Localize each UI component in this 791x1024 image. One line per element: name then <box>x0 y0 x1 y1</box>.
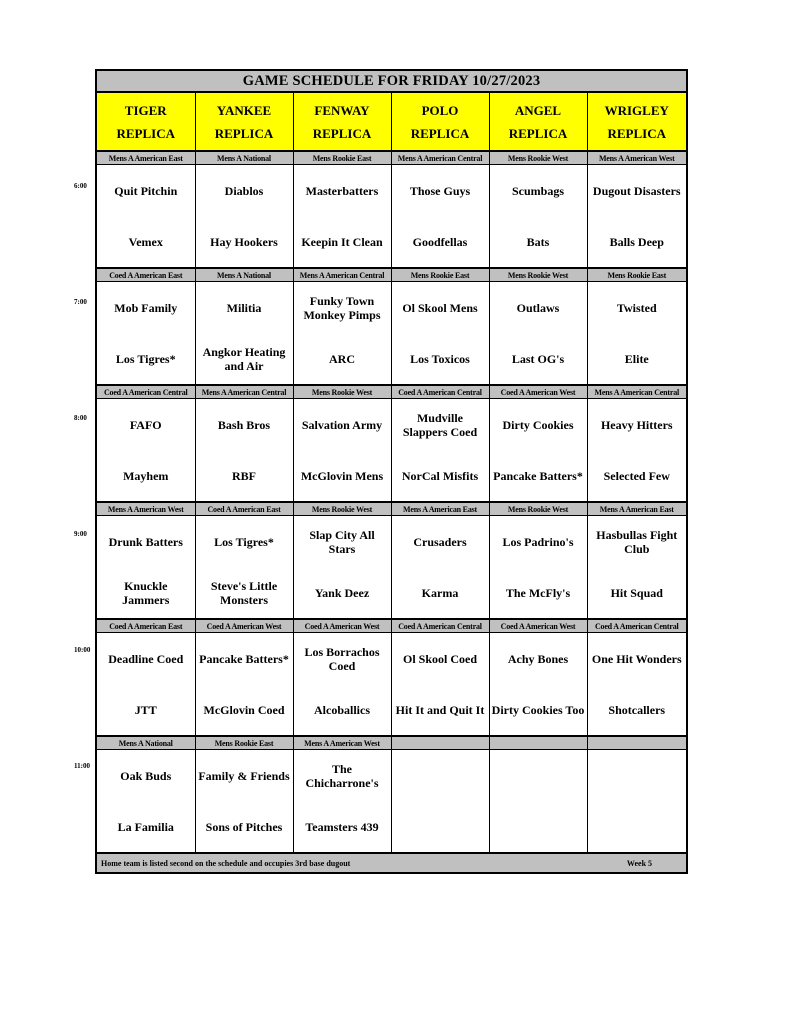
division-label: Mens Rookie West <box>293 502 391 516</box>
away-team: Mob Family <box>114 300 178 315</box>
away-team: Outlaws <box>516 300 560 315</box>
away-team: Dirty Cookies <box>502 417 574 432</box>
game-cell <box>587 399 687 503</box>
field-header-yankee <box>195 92 293 151</box>
game-cell <box>96 516 195 620</box>
division-label: Mens A American East <box>96 151 195 165</box>
field-subtitle: REPLICA <box>312 125 372 141</box>
away-team <box>490 750 587 801</box>
game-cell <box>195 516 293 620</box>
game-cell <box>293 750 391 854</box>
away-team: Masterbatters <box>305 183 379 198</box>
home-team: Mayhem <box>123 468 169 483</box>
away-team: FAFO <box>129 417 162 432</box>
away-team: Militia <box>226 300 262 315</box>
time-slot-label: 8:00 <box>74 414 87 422</box>
home-team: Hay Hookers <box>210 234 278 249</box>
division-row <box>96 385 687 399</box>
division-label: Coed A American East <box>96 619 195 633</box>
footer-note: Home team is listed second on the schedule and occupies 3rd base dugout <box>101 858 351 868</box>
home-team <box>392 801 489 852</box>
field-header-tiger <box>96 92 195 151</box>
game-row <box>96 750 687 854</box>
division-label: Mens Rookie East <box>195 736 293 750</box>
away-team: Twisted <box>616 300 657 315</box>
game-cell <box>587 633 687 737</box>
division-label: Coed A American West <box>489 385 587 399</box>
game-cell <box>195 165 293 269</box>
game-cell <box>587 516 687 620</box>
home-team: Pancake Batters* <box>493 468 583 483</box>
away-team: Diablos <box>224 183 264 198</box>
time-slot-label: 11:00 <box>74 762 90 770</box>
division-row <box>96 268 687 282</box>
home-team: Karma <box>421 585 459 600</box>
division-label: Mens A American Central <box>391 151 489 165</box>
field-subtitle: REPLICA <box>508 125 568 141</box>
game-cell <box>587 165 687 269</box>
game-cell <box>96 750 195 854</box>
game-cell <box>587 750 687 854</box>
time-slot-label: 9:00 <box>74 530 87 538</box>
division-label: Coed A American West <box>293 619 391 633</box>
away-team: Pancake Batters* <box>199 651 289 666</box>
division-label: Mens A National <box>96 736 195 750</box>
division-label: Mens Rookie East <box>587 268 687 282</box>
home-team: Selected Few <box>603 468 670 483</box>
game-cell <box>489 750 587 854</box>
game-row <box>96 399 687 503</box>
away-team: Quit Pitchin <box>114 183 178 198</box>
away-team: Bash Bros <box>217 417 271 432</box>
away-team: Los Borrachos Coed <box>304 644 380 673</box>
game-cell <box>391 165 489 269</box>
away-team: Heavy Hitters <box>600 417 673 432</box>
away-team: Oak Buds <box>120 768 172 783</box>
game-row <box>96 516 687 620</box>
home-team: JTT <box>134 702 157 717</box>
division-label: Coed A American West <box>195 619 293 633</box>
game-cell <box>293 282 391 386</box>
home-team: Los Tigres* <box>115 351 176 366</box>
away-team: Crusaders <box>413 534 467 549</box>
away-team: Funky Town Monkey Pimps <box>303 293 381 322</box>
home-team: Last OG's <box>511 351 565 366</box>
game-cell <box>96 633 195 737</box>
division-label: Mens A American West <box>293 736 391 750</box>
game-cell <box>293 399 391 503</box>
division-row <box>96 502 687 516</box>
game-cell <box>391 516 489 620</box>
away-team: Family & Friends <box>198 768 290 783</box>
game-row <box>96 633 687 737</box>
division-row <box>96 151 687 165</box>
home-team: Hit Squad <box>610 585 663 600</box>
away-team: The Chicharrone's <box>305 761 379 790</box>
home-team: ARC <box>329 351 355 366</box>
field-subtitle: REPLICA <box>607 125 667 141</box>
week-label: Week 5 <box>626 858 653 868</box>
division-label: Mens A American East <box>391 502 489 516</box>
game-cell <box>96 282 195 386</box>
home-team: The McFly's <box>505 585 571 600</box>
division-label: Mens A American Central <box>587 385 687 399</box>
home-team: Sons of Pitches <box>205 819 283 834</box>
home-team <box>490 801 587 852</box>
field-header-angel <box>489 92 587 151</box>
game-cell <box>293 633 391 737</box>
schedule-footer <box>96 853 687 873</box>
division-label: Mens Rookie West <box>489 268 587 282</box>
division-label: Coed A American East <box>195 502 293 516</box>
away-team: Dugout Disasters <box>592 183 681 198</box>
game-cell <box>195 399 293 503</box>
away-team: Those Guys <box>409 183 471 198</box>
home-team: NorCal Misfits <box>401 468 479 483</box>
division-label: Mens Rookie East <box>391 268 489 282</box>
away-team: Hasbullas Fight Club <box>596 527 678 556</box>
division-label <box>489 736 587 750</box>
away-team: One Hit Wonders <box>591 651 682 666</box>
field-name: TIGER <box>124 102 167 118</box>
home-team: Dirty Cookies Too <box>491 702 585 717</box>
division-label: Mens A American West <box>587 151 687 165</box>
home-team: Keepin It Clean <box>301 234 383 249</box>
schedule-title: GAME SCHEDULE FOR FRIDAY 10/27/2023 <box>96 70 687 92</box>
home-team: Alcoballics <box>314 702 370 717</box>
away-team: Salvation Army <box>301 417 383 432</box>
field-subtitle: REPLICA <box>410 125 470 141</box>
away-team: Los Padrino's <box>502 534 574 549</box>
division-label: Coed A American Central <box>391 619 489 633</box>
division-label: Mens Rookie East <box>293 151 391 165</box>
home-team: Teamsters 439 <box>305 819 379 834</box>
field-name: YANKEE <box>216 102 272 118</box>
game-cell <box>293 165 391 269</box>
division-label: Coed A American West <box>489 619 587 633</box>
division-label: Mens A National <box>195 151 293 165</box>
field-header-polo <box>391 92 489 151</box>
game-cell <box>391 750 489 854</box>
home-team: Knuckle Jammers <box>122 578 170 607</box>
home-team: Yank Deez <box>314 585 370 600</box>
schedule-sheet <box>95 69 686 874</box>
home-team: Hit It and Quit It <box>395 702 485 717</box>
away-team: Achy Bones <box>507 651 569 666</box>
game-cell <box>587 282 687 386</box>
home-team: Balls Deep <box>609 234 664 249</box>
division-row <box>96 619 687 633</box>
home-team <box>588 801 687 852</box>
field-name: ANGEL <box>514 102 562 118</box>
game-cell <box>96 399 195 503</box>
field-name: FENWAY <box>314 102 370 118</box>
field-header-wrigley <box>587 92 687 151</box>
game-cell <box>195 633 293 737</box>
game-row <box>96 282 687 386</box>
field-header-fenway <box>293 92 391 151</box>
division-label <box>587 736 687 750</box>
division-label: Coed A American Central <box>587 619 687 633</box>
home-team: Elite <box>624 351 649 366</box>
game-cell <box>489 282 587 386</box>
away-team: Los Tigres* <box>214 534 274 549</box>
away-team: Mudville Slappers Coed <box>402 410 478 439</box>
division-label <box>391 736 489 750</box>
home-team: Goodfellas <box>412 234 468 249</box>
division-label: Coed A American Central <box>391 385 489 399</box>
home-team: Los Toxicos <box>410 351 470 366</box>
time-slot-label: 7:00 <box>74 298 87 306</box>
game-cell <box>489 399 587 503</box>
away-team <box>588 750 687 801</box>
game-row <box>96 165 687 269</box>
time-slot-label: 6:00 <box>74 182 87 190</box>
home-team: RBF <box>232 468 256 483</box>
field-name: WRIGLEY <box>604 102 669 118</box>
game-cell <box>391 282 489 386</box>
schedule-table <box>95 69 688 874</box>
game-cell <box>96 165 195 269</box>
game-cell <box>489 165 587 269</box>
game-cell <box>489 633 587 737</box>
division-label: Mens A American Central <box>293 268 391 282</box>
division-label: Mens A American West <box>96 502 195 516</box>
division-label: Mens A American East <box>587 502 687 516</box>
home-team: McGlovin Mens <box>300 468 384 483</box>
away-team: Scumbags <box>511 183 564 198</box>
division-label: Coed A American Central <box>96 385 195 399</box>
field-subtitle: REPLICA <box>116 125 175 141</box>
division-label: Coed A American East <box>96 268 195 282</box>
game-cell <box>489 516 587 620</box>
division-row <box>96 736 687 750</box>
away-team: Ol Skool Mens <box>402 300 478 315</box>
game-cell <box>391 633 489 737</box>
home-team: La Familia <box>117 819 174 834</box>
division-label: Mens Rookie West <box>293 385 391 399</box>
home-team: Steve's Little Monsters <box>210 578 278 607</box>
division-label: Mens A National <box>195 268 293 282</box>
away-team: Drunk Batters <box>108 534 183 549</box>
division-label: Mens Rookie West <box>489 502 587 516</box>
division-label: Mens Rookie West <box>489 151 587 165</box>
time-slot-label: 10:00 <box>74 646 91 654</box>
away-team <box>392 750 489 801</box>
home-team: Angkor Heating and Air <box>202 344 286 373</box>
home-team: Vemex <box>128 234 163 249</box>
home-team: McGlovin Coed <box>203 702 285 717</box>
field-name: POLO <box>421 102 459 118</box>
away-team: Ol Skool Coed <box>402 651 477 666</box>
home-team: Bats <box>526 234 550 249</box>
division-label: Mens A American Central <box>195 385 293 399</box>
field-subtitle: REPLICA <box>214 125 274 141</box>
away-team: Slap City All Stars <box>309 527 375 556</box>
game-cell <box>293 516 391 620</box>
game-cell <box>195 750 293 854</box>
away-team: Deadline Coed <box>108 651 184 666</box>
home-team: Shotcallers <box>608 702 666 717</box>
game-cell <box>391 399 489 503</box>
game-cell <box>195 282 293 386</box>
